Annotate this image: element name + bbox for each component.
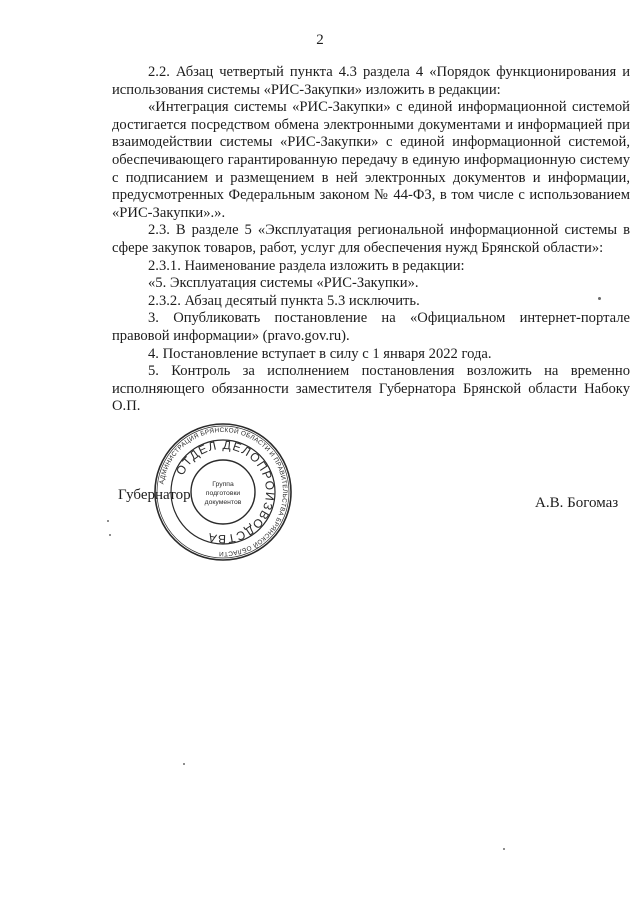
scan-speck <box>107 520 109 522</box>
paragraph-2-3: 2.3. В разделе 5 «Эксплуатация региональной информационной системы в сфере закупок товаров, работ, услуг для обеспечения нужд Брянской области»: <box>112 222 630 256</box>
signatory-name: А.В. Богомаз <box>535 495 619 511</box>
page-number: 2 <box>316 32 324 48</box>
paragraph-3: 3. Опубликовать постановление на «Официальном интернет-портале правовой информации» (pravo.gov.ru). <box>112 310 630 344</box>
paragraph-5: 5. Контроль за исполнением постановления возложить на временно исполняющего обязанности заместителя Губернатора Брянской области Набоку О.П. <box>112 363 630 415</box>
document-body <box>112 64 630 416</box>
signatory-title: Губернатор <box>118 487 191 503</box>
scan-speck <box>598 297 601 300</box>
stamp-graphic <box>153 422 293 562</box>
scan-speck <box>183 763 185 765</box>
scan-speck <box>503 848 505 850</box>
paragraph-quote-integration: «Интеграция системы «РИС-Закупки» с единой информационной системой достигается посредством обмена электронными документами и информацией при взаимодействии системы «РИС-Закупки» с единой информационной системой, обеспечивающего гарантированную передачу в единую информационную систему с подписанием и размещением в ней электронных документов и информации, предусмотренных Федеральным законом № 44-ФЗ, в том числе с использованием «РИС-Закупки».». <box>112 99 630 221</box>
paragraph-2-2: 2.2. Абзац четвертый пункта 4.3 раздела 4 «Порядок функционирования и использования системы «РИС-Закупки» изложить в редакции: <box>112 64 630 98</box>
paragraph-2-3-2: 2.3.2. Абзац десятый пункта 5.3 исключить. <box>148 292 420 309</box>
stamp-middle-text: ОТДЕЛ ДЕЛОПРОИЗВОДСТВА <box>173 437 278 547</box>
official-stamp <box>153 422 293 562</box>
stamp-center-line-3: документов <box>204 499 242 506</box>
paragraph-4: 4. Постановление вступает в силу с 1 января 2022 года. <box>148 345 492 362</box>
stamp-center-line-1: Группа <box>212 481 234 488</box>
scan-speck <box>109 534 111 536</box>
stamp-center-line-2: подготовки <box>205 490 241 497</box>
paragraph-quote-section-5: «5. Эксплуатация системы «РИС-Закупки». <box>148 275 419 292</box>
paragraph-2-3-1: 2.3.1. Наименование раздела изложить в редакции: <box>148 257 465 274</box>
stamp-outer-text: АДМИНИСТРАЦИЯ БРЯНСКОЙ ОБЛАСТИ И ПРАВИТЕЛЬСТВА БРЯНСКОЙ ОБЛАСТИ <box>158 426 289 558</box>
